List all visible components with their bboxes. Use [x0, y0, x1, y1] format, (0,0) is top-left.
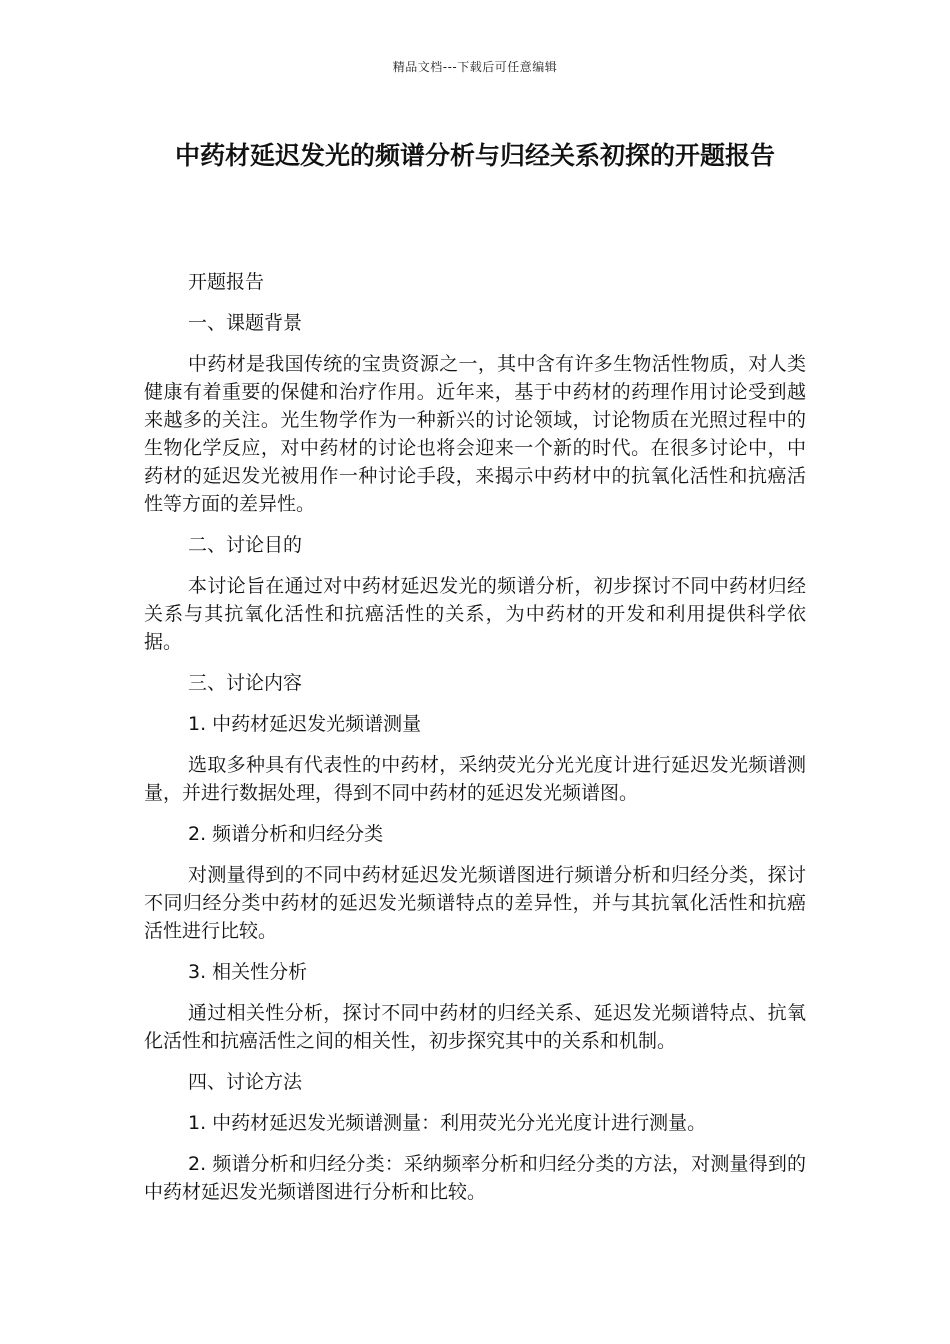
heading-purpose: 二、讨论目的	[188, 534, 303, 556]
header-note: 精品文档---下载后可任意编辑	[392, 60, 558, 74]
para-background: 中药材是我国传统的宝贵资源之一，其中含有许多生物活性物质，对人类健康有着重要的保健和治疗作用。近年来，基于中药材的药理作用讨论受到越来越多的关注。光生物学作为一种新兴的讨论领域，讨论物质在光照过程中的生物化学反应，对中药材的讨论也将会迎来一个新的时代。在很多讨论中，中药材的延迟发光被用作一种讨论手段，来揭示中药材中的抗氧化活性和抗癌活性等方面的差异性。	[144, 353, 806, 515]
para-purpose: 本讨论旨在通过对中药材延迟发光的频谱分析，初步探讨不同中药材归经关系与其抗氧化活性和抗癌活性的关系，为中药材的开发和利用提供科学依据。	[144, 575, 806, 653]
para-content-1: 选取多种具有代表性的中药材，采纳荧光分光光度计进行延迟发光频谱测量，并进行数据处理，得到不同中药材的延迟发光频谱图。	[144, 754, 806, 804]
heading-content: 三、讨论内容	[188, 672, 303, 694]
para-method-2: 2. 频谱分析和归经分类：采纳频率分析和归经分类的方法，对测量得到的中药材延迟发光频谱图进行分析和比较。	[144, 1153, 806, 1203]
para-method-1: 1. 中药材延迟发光频谱测量：利用荧光分光光度计进行测量。	[188, 1112, 707, 1134]
document-body	[144, 268, 806, 1219]
heading-background: 一、课题背景	[188, 312, 303, 334]
subheading-content-1: 1. 中药材延迟发光频谱测量	[188, 713, 422, 735]
para-content-3: 通过相关性分析，探讨不同中药材的归经关系、延迟发光频谱特点、抗氧化活性和抗癌活性之间的相关性，初步探究其中的关系和机制。	[144, 1002, 806, 1052]
para-content-2: 对测量得到的不同中药材延迟发光频谱图进行频谱分析和归经分类，探讨不同归经分类中药材的延迟发光频谱特点的差异性，并与其抗氧化活性和抗癌活性进行比较。	[144, 864, 806, 942]
subheading-content-2: 2. 频谱分析和归经分类	[188, 823, 384, 845]
document-title: 中药材延迟发光的频谱分析与归经关系初探的开题报告	[174, 141, 775, 170]
heading-method: 四、讨论方法	[188, 1071, 303, 1093]
subheading-content-3: 3. 相关性分析	[188, 961, 308, 983]
section-label: 开题报告	[188, 271, 265, 293]
